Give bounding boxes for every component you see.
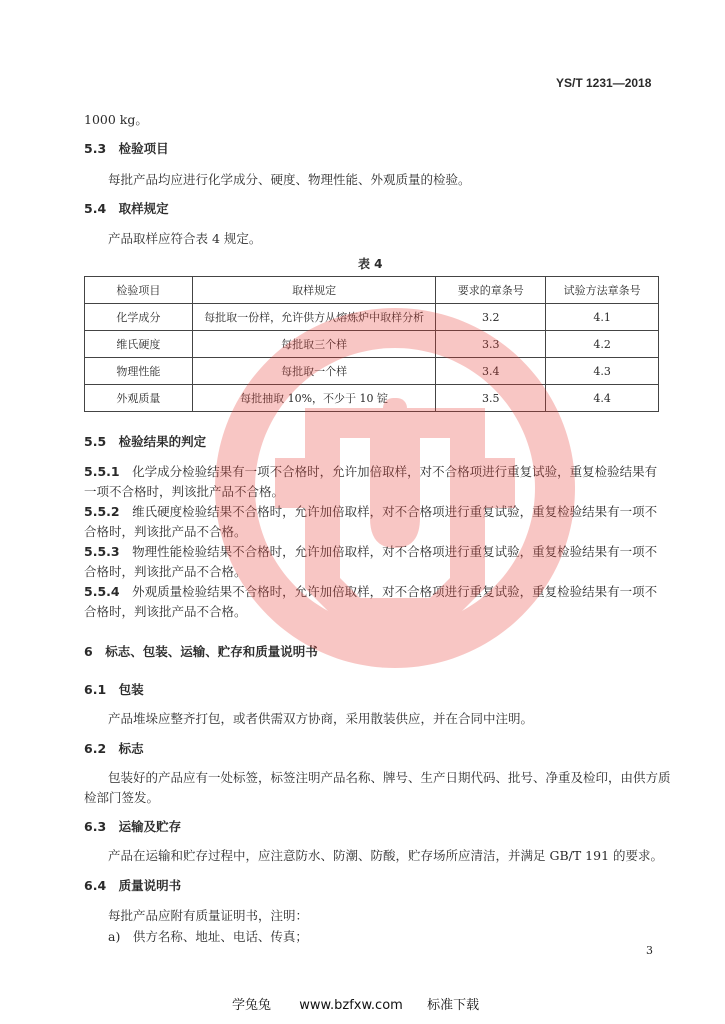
clause-5-5-2-cont: 合格时，判该批产品不合格。 [84, 524, 247, 539]
section-6-1-heading [84, 680, 144, 698]
section-5-4-heading [84, 199, 169, 217]
section-6-2-heading [84, 739, 144, 757]
table-cell: 3.5 [436, 385, 546, 412]
section-5-3-heading [84, 139, 169, 157]
table-cell: 每批取一份样，允许供方从熔炼炉中取样分析 [192, 304, 436, 331]
chapter-6-heading [84, 642, 318, 660]
table-cell: 3.3 [436, 331, 546, 358]
section-number: 6.2 [84, 741, 107, 756]
section-number: 5.4 [84, 201, 107, 216]
footer-bar [232, 994, 479, 1013]
section-6-2-body: 包装好的产品应有一处标签，标签注明产品名称、牌号、生产日期代码、批号、净重及检印，由供方质 [108, 770, 671, 785]
table-row [85, 331, 659, 358]
table-cell: 4.1 [546, 304, 659, 331]
clause-line: 维氏硬度检验结果不合格时，允许加倍取样，对不合格项进行重复试验，重复检验结果有一项不 [132, 504, 658, 519]
table-header-row [85, 277, 659, 304]
section-number: 6.4 [84, 878, 107, 893]
header-cell: 检验项目 [85, 277, 193, 304]
table-cell: 每批取一个样 [192, 358, 436, 385]
list-item-a: a) 供方名称、地址、电话、传真； [108, 929, 308, 944]
footer-url[interactable]: www.bzfxw.com [299, 998, 403, 1013]
standard-code: YS/T 1231—2018 [556, 76, 652, 90]
clause-5-5-2 [84, 502, 657, 520]
section-title: 质量说明书 [118, 878, 182, 893]
clause-line: 物理性能检验结果不合格时，允许加倍取样，对不合格项进行重复试验，重复检验结果有一项不 [132, 544, 658, 559]
clause-line: 化学成分检验结果有一项不合格时，允许加倍取样，对不合格项进行重复试验，重复检验结果有 [132, 464, 658, 479]
section-6-4-heading [84, 876, 181, 894]
table-cell: 3.2 [436, 304, 546, 331]
table-row [85, 304, 659, 331]
clause-5-5-4 [84, 582, 657, 600]
section-title: 标志、包装、运输、贮存和质量说明书 [105, 644, 318, 659]
page-number: 3 [646, 944, 653, 957]
table-cell: 外观质量 [85, 385, 193, 412]
section-6-2-body-cont: 检部门签发。 [84, 790, 160, 805]
section-number: 5.3 [84, 141, 107, 156]
header-cell: 试验方法章条号 [546, 277, 659, 304]
clause-5-5-1-cont: 一项不合格时，判该批产品不合格。 [84, 484, 285, 499]
table-cell: 4.4 [546, 385, 659, 412]
section-title: 检验结果的判定 [118, 434, 207, 449]
footer-tagline: 标准下载 [427, 998, 480, 1013]
section-title: 包装 [118, 682, 144, 697]
section-title: 取样规定 [118, 201, 169, 216]
table-row [85, 358, 659, 385]
section-5-5-heading [84, 432, 206, 450]
section-title: 检验项目 [118, 141, 169, 156]
table-cell: 4.2 [546, 331, 659, 358]
clause-5-5-3 [84, 542, 657, 560]
table-cell: 4.3 [546, 358, 659, 385]
clause-number: 5.5.2 [84, 504, 120, 519]
table-cell: 3.4 [436, 358, 546, 385]
section-5-4-body: 产品取样应符合表 4 规定。 [108, 231, 262, 246]
clause-number: 5.5.4 [84, 584, 120, 599]
header-cell: 取样规定 [192, 277, 436, 304]
table-cell: 维氏硬度 [85, 331, 193, 358]
section-6-3-body: 产品在运输和贮存过程中，应注意防水、防潮、防酸，贮存场所应清洁，并满足 GB/T 191 的要求。 [108, 848, 664, 863]
clause-number: 5.5.1 [84, 464, 120, 479]
table-caption: 表 4 [358, 257, 383, 271]
section-6-4-body: 每批产品应附有质量证明书，注明： [108, 908, 309, 923]
section-number: 5.5 [84, 434, 107, 449]
clause-5-5-4-cont: 合格时，判该批产品不合格。 [84, 604, 247, 619]
clause-number: 5.5.3 [84, 544, 120, 559]
continuation-text: 1000 kg。 [84, 112, 148, 127]
clause-line: 外观质量检验结果不合格时，允许加倍取样，对不合格项进行重复试验，重复检验结果有一项不 [132, 584, 658, 599]
table-cell: 物理性能 [85, 358, 193, 385]
table-cell: 每批取三个样 [192, 331, 436, 358]
section-title: 运输及贮存 [118, 819, 182, 834]
section-6-1-body: 产品堆垛应整齐打包，或者供需双方协商，采用散装供应，并在合同中注明。 [108, 711, 534, 726]
table-cell: 每批抽取 10%，不少于 10 锭 [192, 385, 436, 412]
table-row [85, 385, 659, 412]
section-number: 6 [84, 644, 93, 659]
section-title: 标志 [118, 741, 144, 756]
header-cell: 要求的章条号 [436, 277, 546, 304]
clause-5-5-1 [84, 462, 657, 480]
table-cell: 化学成分 [85, 304, 193, 331]
footer-site-name: 学兔兔 [232, 998, 272, 1013]
clause-5-5-3-cont: 合格时，判该批产品不合格。 [84, 564, 247, 579]
table-4 [84, 276, 659, 412]
section-number: 6.1 [84, 682, 107, 697]
section-5-3-body: 每批产品均应进行化学成分、硬度、物理性能、外观质量的检验。 [108, 172, 471, 187]
section-6-3-heading [84, 817, 181, 835]
section-number: 6.3 [84, 819, 107, 834]
